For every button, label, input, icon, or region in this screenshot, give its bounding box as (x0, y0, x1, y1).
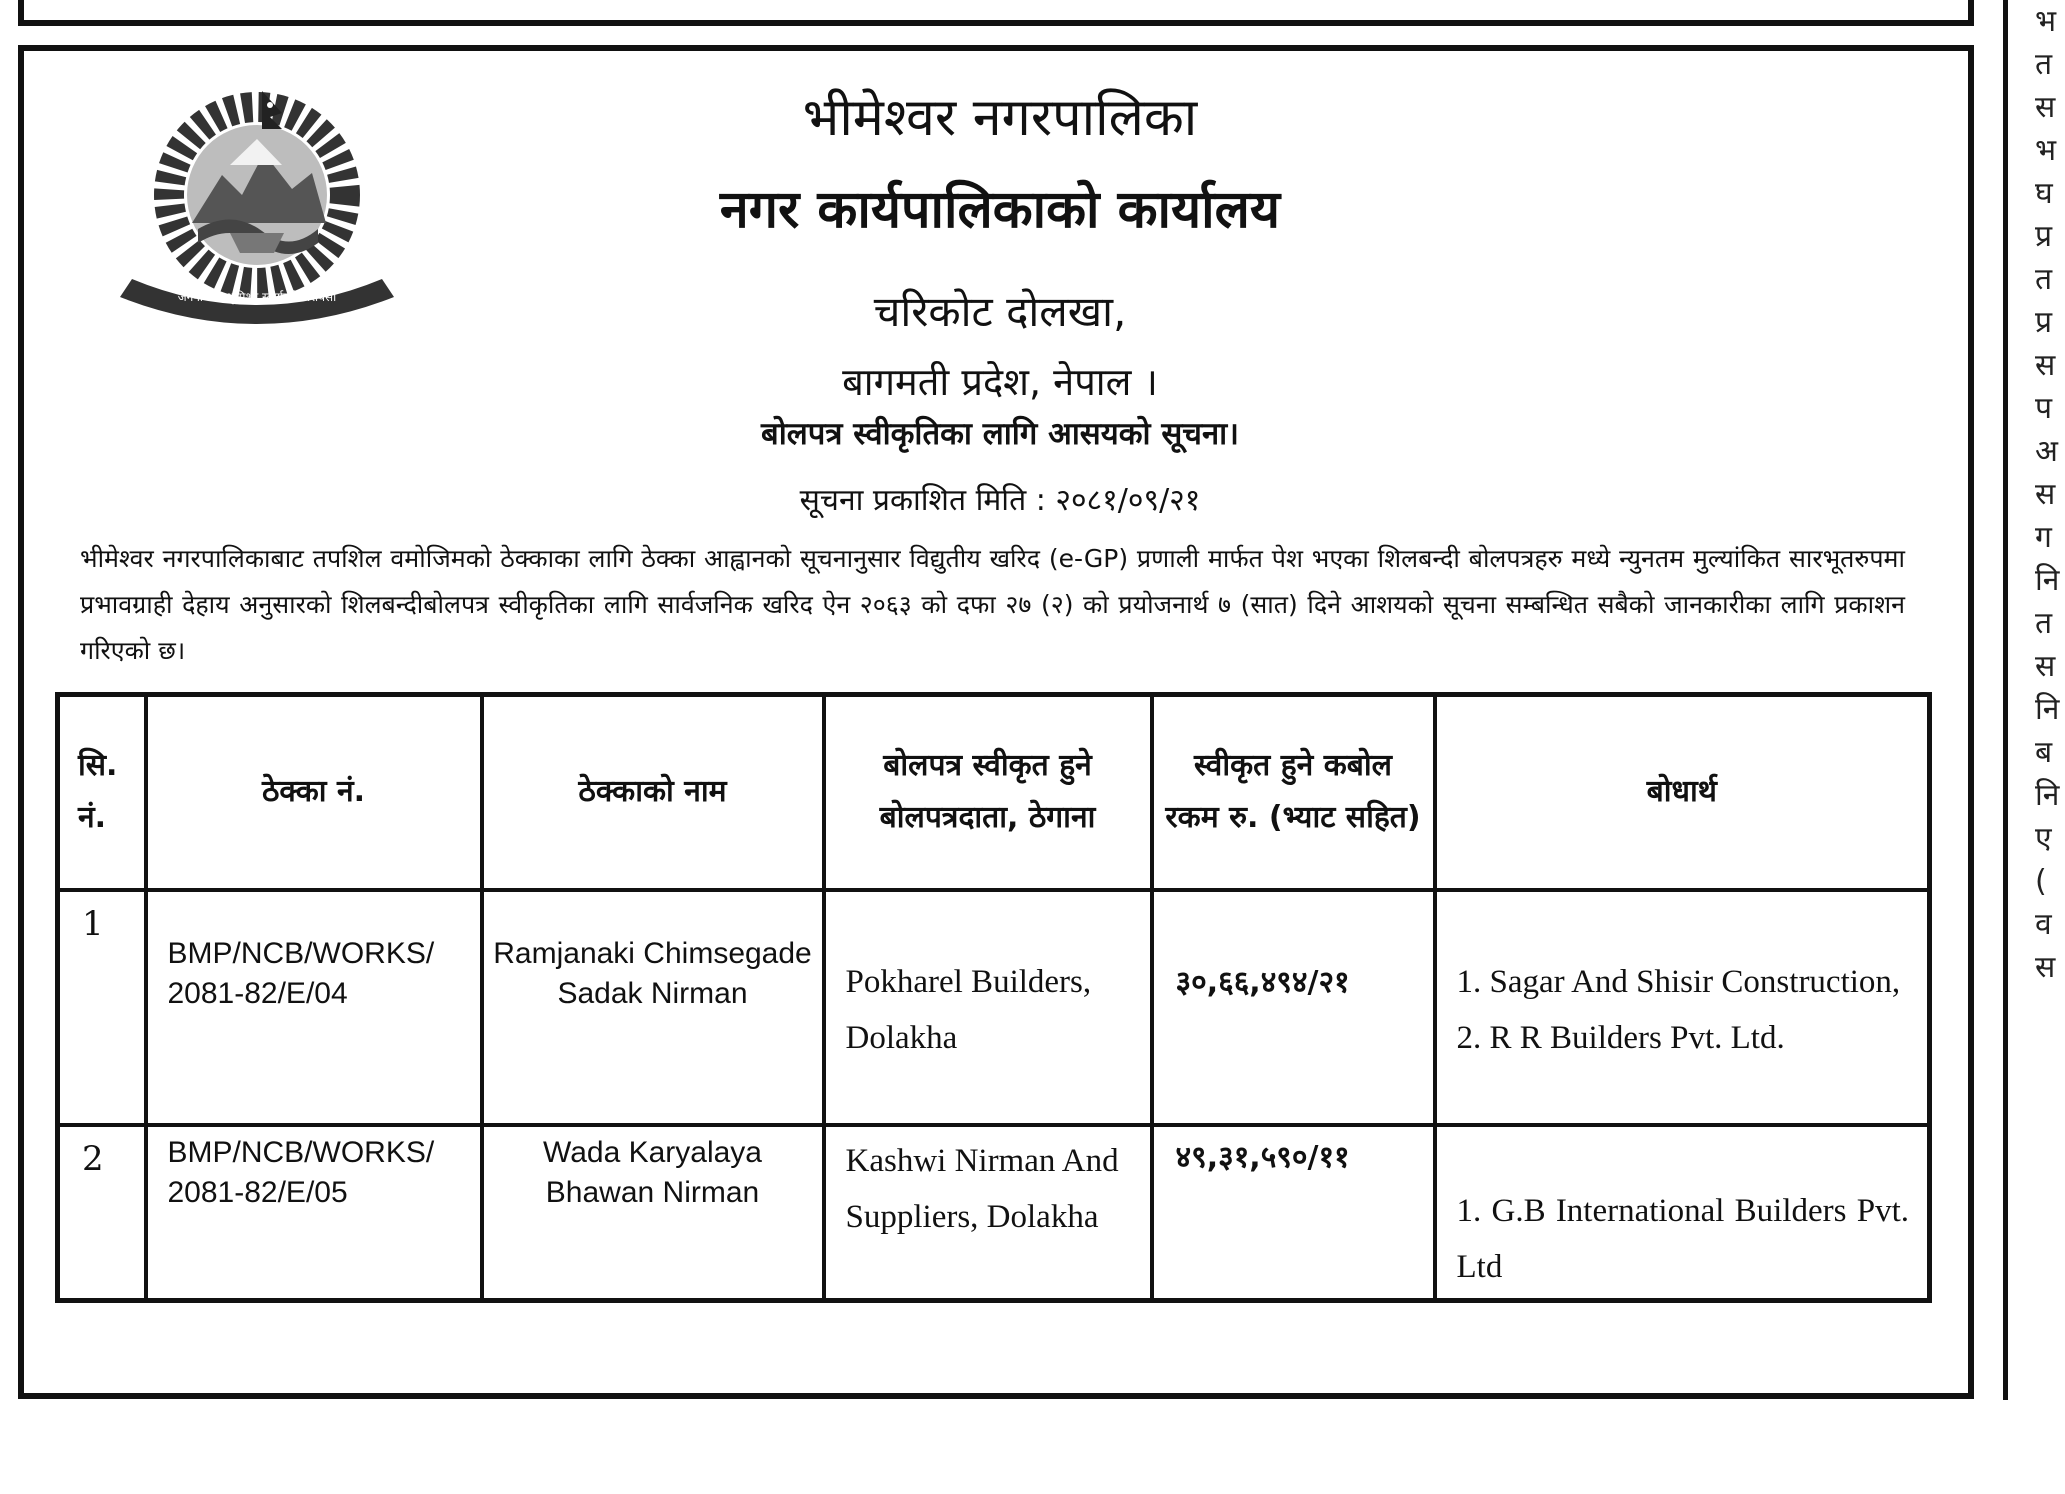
adjacent-char: ए (2035, 821, 2052, 856)
notice-body-paragraph: भीमेश्वर नगरपालिकाबाट तपशिल वमोजिमको ठेक्काका लागि ठेक्का आह्वानको सूचनानुसार विद्युतीय खरिद (e-GP) प्रणाली मार्फत पेश भएका शिलबन्दी बोलपत्रहरु मध्ये न्युनतम मुल्यांकित सारभूतरुपमा प्रभावग्राही देहाय अनुसारको शिलबन्दीबोलपत्र स्वीकृतिका लागि सार्वजनिक खरिद ऐन २०६३ को दफा २७ (२) को प्रयोजनार्थ ७ (सात) दिने आशयको सूचना सम्बन्धित सबैको जानकारीका लागि प्रकाशन गरिएको छ। (80, 544, 1905, 665)
nepal-emblem-icon (112, 83, 402, 323)
adjacent-char: स (2035, 950, 2056, 985)
cell-contract-name: Wada Karyalaya Bhawan Nirman (482, 1125, 824, 1301)
adjacent-char: भ (2035, 4, 2057, 39)
info-line: 1. Sagar And Shisir Construction, (1456, 963, 1901, 1000)
cell-bidder: Kashwi Nirman And Suppliers, Dolakha (824, 1125, 1152, 1301)
adjacent-char: नि (2035, 692, 2060, 727)
cell-contract-name: Ramjanaki Chimsegade Sadak Nirman (482, 890, 824, 1125)
header-contract-name: ठेक्काको नाम (482, 695, 824, 890)
notice-title: बोलपत्र स्वीकृतिका लागि आसयको सूचना। (761, 416, 1239, 452)
cell-contract-no: BMP/NCB/WORKS/ 2081-82/E/04 (146, 890, 482, 1125)
info-line: 2. R R Builders Pvt. Ltd. (1456, 1019, 1785, 1056)
info-line: 1. G.B International Builders Pvt. Ltd (1456, 1192, 1909, 1285)
header-sn: सि. नं. (58, 695, 146, 890)
adjacent-char: स (2035, 90, 2056, 125)
municipality-name: भीमेश्वर नगरपालिका (802, 88, 1198, 148)
cell-sn: 2 (58, 1125, 146, 1301)
adjacent-char: नि (2035, 563, 2060, 598)
cell-info (1435, 890, 1930, 1125)
province-country: बागमती प्रदेश, नेपाल । (842, 360, 1158, 404)
adjacent-char: नि (2035, 778, 2060, 813)
adjacent-char: त (2035, 606, 2053, 641)
adjacent-char: ( (2035, 864, 2047, 899)
adjacent-char: स (2035, 477, 2056, 512)
award-table (55, 692, 1932, 1303)
cell-amount: ४९,३१,५९०/११ (1152, 1125, 1435, 1301)
table-header-row (58, 695, 1930, 890)
adjacent-char: अ (2035, 434, 2058, 469)
office-location: चरिकोट दोलखा, (873, 287, 1127, 336)
office-name: नगर कार्यपालिकाको कार्यालय (719, 180, 1281, 240)
cell-sn: 1 (58, 890, 146, 1125)
header-bidder: बोलपत्र स्वीकृत हुने बोलपत्रदाता, ठेगाना (824, 695, 1152, 890)
adjacent-char: भ (2035, 133, 2057, 168)
previous-notice-border (18, 0, 1974, 26)
adjacent-char: ब (2035, 735, 2053, 770)
adjacent-char: प्र (2035, 219, 2053, 254)
header-contract-no: ठेक्का नं. (146, 695, 482, 890)
adjacent-char: व (2035, 907, 2052, 942)
emblem-motto-icon: जननी जन्मभूमिश्च स्वर्गादपि गरीयसी (177, 290, 337, 304)
adjacent-char: घ (2035, 176, 2053, 211)
adjacent-char: त (2035, 47, 2053, 82)
cell-contract-no: BMP/NCB/WORKS/ 2081-82/E/05 (146, 1125, 482, 1301)
adjacent-char: प (2035, 391, 2053, 426)
adjacent-char: स (2035, 348, 2056, 383)
adjacent-char: त (2035, 262, 2053, 297)
adjacent-char: ग (2035, 520, 2052, 555)
publish-date: सूचना प्रकाशित मिति : २०८१/०९/२१ (799, 483, 1201, 518)
header-info: बोधार्थ (1435, 695, 1930, 890)
adjacent-column-text (2035, 0, 2065, 1400)
header-amount: स्वीकृत हुने कबोल रकम रु. (भ्याट सहित) (1152, 695, 1435, 890)
adjacent-char: स (2035, 649, 2056, 684)
table-row (58, 890, 1930, 1125)
cell-bidder: Pokharel Builders, Dolakha (824, 890, 1152, 1125)
column-divider-rule (2003, 0, 2008, 1400)
adjacent-char: प्र (2035, 305, 2053, 340)
cell-info (1435, 1125, 1930, 1301)
cell-amount: ३०,६६,४९४/२१ (1152, 890, 1435, 1125)
table-row (58, 1125, 1930, 1301)
